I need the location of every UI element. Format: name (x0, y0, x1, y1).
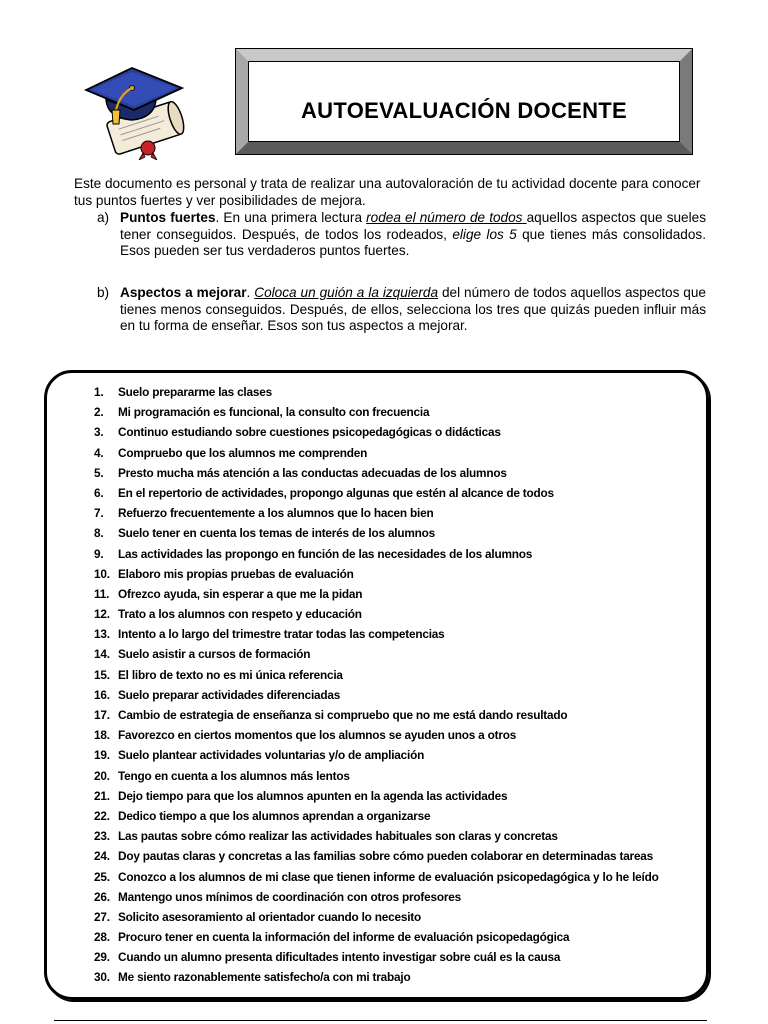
item-number: 24. (94, 849, 110, 864)
instruction-heading: Aspectos a mejorar (120, 285, 247, 300)
list-item (94, 685, 659, 705)
item-number: 13. (94, 627, 110, 642)
item-text: Compruebo que los alumnos me comprenden (118, 445, 368, 460)
item-text: Presto mucha más atención a las conductas adecuadas de los alumnos (118, 465, 507, 480)
item-number: 26. (94, 889, 110, 904)
item-text: Las pautas sobre cómo realizar las actividades habituales son claras y concretas (118, 829, 558, 844)
item-text: Trato a los alumnos con respeto y educación (118, 607, 362, 622)
item-text: Intento a lo largo del trimestre tratar todas las competencias (118, 627, 445, 642)
item-text: El libro de texto no es mi única referencia (118, 667, 343, 682)
list-item (94, 503, 659, 523)
item-number: 7. (94, 506, 104, 521)
list-item (94, 745, 659, 765)
item-text: Elaboro mis propias pruebas de evaluación (118, 566, 354, 581)
list-item (94, 967, 659, 987)
item-number: 8. (94, 526, 104, 541)
list-item (94, 705, 659, 725)
footer-rule (54, 1020, 707, 1021)
item-text: Cambio de estrategia de enseñanza si compruebo que no me está dando resultado (118, 708, 568, 722)
item-text: Refuerzo frecuentemente a los alumnos que lo hacen bien (118, 506, 434, 521)
item-number: 9. (94, 546, 104, 561)
item-number: 22. (94, 808, 110, 823)
item-text: Procuro tener en cuenta la información del informe de evaluación psicopedagógica (118, 930, 570, 945)
list-item (94, 786, 659, 806)
item-text: Continuo estudiando sobre cuestiones psicopedagógicas o didácticas (118, 425, 501, 440)
item-text: Suelo plantear actividades voluntarias y/o de ampliación (118, 748, 425, 763)
list-item (94, 766, 659, 786)
list-item (94, 463, 659, 483)
list-item (94, 604, 659, 624)
item-text: Suelo tener en cuenta los temas de interés de los alumnos (118, 526, 436, 541)
item-number: 16. (94, 687, 110, 702)
item-text: Favorezco en ciertos momentos que los alumnos se ayuden unos a otros (118, 728, 517, 743)
item-number: 29. (94, 950, 110, 965)
item-number: 10. (94, 566, 110, 581)
item-number: 4. (94, 445, 104, 460)
instruction-label: b) (97, 285, 110, 300)
list-item (94, 644, 659, 664)
item-number: 27. (94, 909, 110, 924)
instruction-underlined: Coloca un guión a la izquierda (254, 285, 439, 300)
list-item (94, 443, 659, 463)
list-item (94, 887, 659, 907)
instruction-text: . En una primera lectura (215, 210, 367, 225)
item-number: 18. (94, 728, 110, 743)
item-text: Cuando un alumno presenta dificultades intento investigar sobre cuál es la causa (118, 950, 561, 965)
item-text: Mi programación es funcional, la consulto con frecuencia (118, 405, 430, 420)
list-item (94, 382, 659, 402)
instruction-text: aquellos aspectos que sueles tener conseguidos. Después, de todos los rodeados, (120, 210, 706, 242)
item-text: Me siento razonablemente satisfecho/a con mi trabajo (118, 970, 411, 985)
item-number: 20. (94, 768, 110, 783)
instruction-underlined: rodea el número de todos (366, 210, 527, 225)
item-number: 5. (94, 465, 104, 480)
item-text: Dejo tiempo para que los alumnos apunten en la agenda las actividades (118, 788, 508, 803)
item-number: 2. (94, 405, 104, 420)
instruction-text: del número de todos aquellos aspectos que tienes menos conseguidos. Después, de ellos, selecciona los tres que quizás pueden influir más en tu forma de enseñar. Esos son tus aspectos a mejorar. (120, 285, 706, 333)
list-item (94, 584, 659, 604)
item-number: 17. (94, 708, 110, 722)
instruction-b (74, 285, 706, 335)
item-text: Solicito asesoramiento al orientador cuando lo necesito (118, 909, 422, 924)
list-item (94, 725, 659, 745)
list-item (94, 544, 659, 564)
item-text: Tengo en cuenta a los alumnos más lentos (118, 768, 350, 783)
item-number: 14. (94, 647, 110, 662)
item-text: Doy pautas claras y concretas a las familias sobre cómo pueden colaborar en determinadas tareas (118, 849, 654, 864)
item-text: Suelo asistir a cursos de formación (118, 647, 311, 662)
list-item (94, 523, 659, 543)
item-number: 15. (94, 667, 110, 682)
instruction-text: . (246, 285, 255, 300)
instruction-a (74, 210, 706, 260)
item-number: 28. (94, 930, 110, 945)
instruction-label: a) (97, 210, 110, 225)
instruction-emphasis: elige los 5 (452, 226, 517, 242)
item-number: 19. (94, 748, 110, 763)
item-text: Suelo prepararme las clases (118, 385, 272, 399)
list-item (94, 665, 659, 685)
list-item (94, 422, 659, 442)
items-list (94, 382, 659, 988)
list-item (94, 564, 659, 584)
graduation-cap-icon (82, 60, 186, 160)
item-number: 30. (94, 970, 110, 985)
page-title: AUTOEVALUACIÓN DOCENTE (300, 98, 628, 123)
item-number: 12. (94, 607, 110, 622)
list-item (94, 826, 659, 846)
item-number: 6. (94, 485, 104, 500)
item-number: 3. (94, 425, 104, 440)
item-text: Ofrezco ayuda, sin esperar a que me la pidan (118, 586, 363, 601)
item-number: 25. (94, 869, 110, 884)
item-number: 11. (94, 586, 110, 601)
instruction-heading: Puntos fuertes (120, 210, 216, 225)
title-box (236, 49, 692, 154)
list-item (94, 846, 659, 866)
item-text: Suelo preparar actividades diferenciadas (118, 687, 341, 702)
list-item (94, 624, 659, 644)
item-text: Dedico tiempo a que los alumnos aprendan a organizarse (118, 808, 431, 823)
intro-paragraph: Este documento es personal y trata de realizar una autovaloración de tu actividad docente para conocer tus puntos fuertes y ver posibilidades de mejora. (74, 176, 701, 208)
list-item (94, 867, 659, 887)
item-number: 21. (94, 788, 110, 803)
instruction-text: que tienes más consolidados. Esos pueden ser tus verdaderos puntos fuertes. (120, 226, 706, 258)
item-text: Mantengo unos mínimos de coordinación con otros profesores (118, 889, 461, 904)
list-item (94, 907, 659, 927)
list-item (94, 806, 659, 826)
item-text: Conozco a los alumnos de mi clase que tienen informe de evaluación psicopedagógica y lo he leído (118, 869, 659, 884)
item-number: 1. (94, 385, 104, 399)
item-text: En el repertorio de actividades, propongo algunas que estén al alcance de todos (118, 485, 554, 500)
item-text: Las actividades las propongo en función de las necesidades de los alumnos (118, 546, 533, 561)
list-item (94, 402, 659, 422)
list-item (94, 947, 659, 967)
list-item (94, 483, 659, 503)
list-item (94, 927, 659, 947)
item-number: 23. (94, 829, 110, 844)
